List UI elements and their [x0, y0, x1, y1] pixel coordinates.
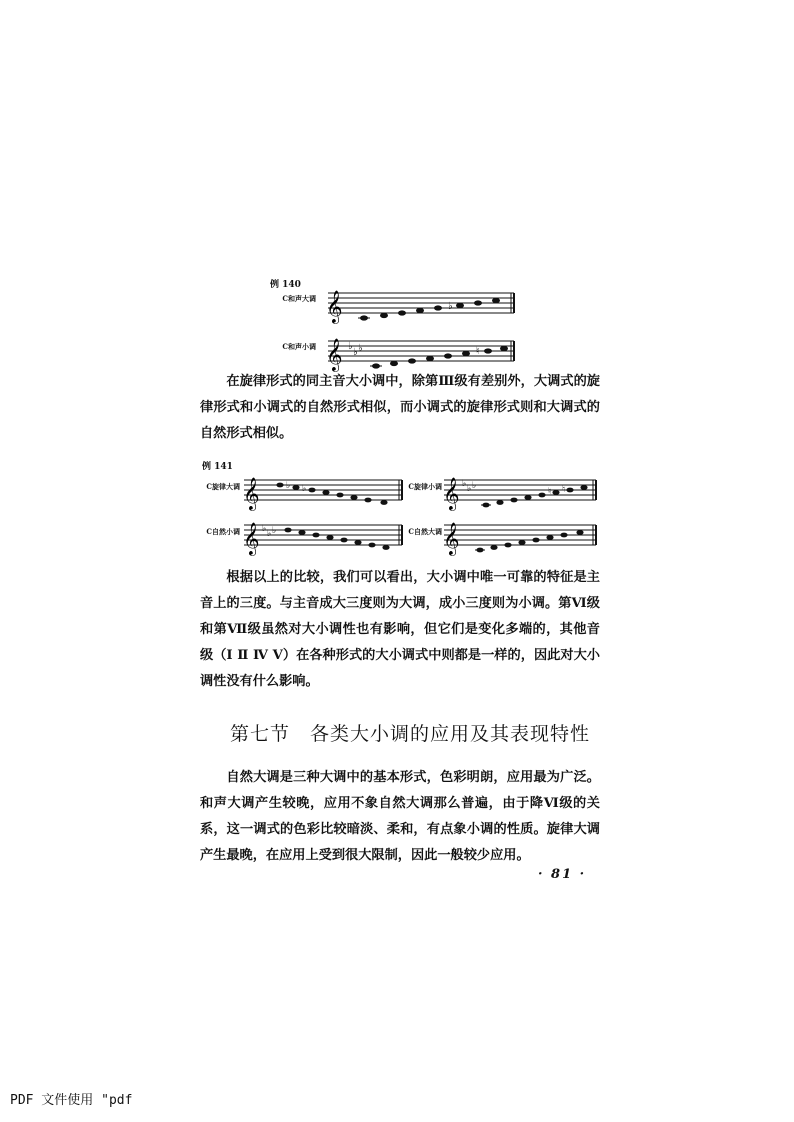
example-140-label: 例 140 [270, 280, 301, 290]
section-heading [230, 719, 590, 746]
section-number: 第七节 [230, 723, 291, 745]
treble-clef-icon: 𝄞 [243, 477, 260, 510]
treble-clef-icon: 𝄞 [443, 477, 460, 510]
svg-text:♭: ♭ [467, 484, 472, 494]
svg-text:♭: ♭ [286, 481, 291, 491]
svg-text:♭: ♭ [462, 479, 467, 489]
staff-label-c-melodic-major: C旋律大调 [206, 482, 240, 491]
staff-c-harmonic-major [322, 285, 520, 325]
svg-text:♮: ♮ [548, 487, 552, 497]
svg-text:♭: ♭ [267, 529, 272, 539]
staff-c-natural-major [442, 517, 600, 557]
staff-label-c-harmonic-minor: C和声小调 [282, 342, 316, 351]
svg-text:♭: ♭ [262, 524, 267, 534]
section-title: 各类大小调的应用及其表现特性 [310, 723, 591, 745]
staff-c-harmonic-minor [322, 333, 520, 373]
staff-label-c-melodic-minor: C旋律小调 [408, 482, 442, 491]
staff-label-c-harmonic-major: C和声大调 [282, 294, 316, 303]
paragraph-comparison-conclusion: 根据以上的比较，我们可以看出，大小调中唯一可靠的特征是主音上的三度。与主音成大三度则为大调，成小三度则为小调。第Ⅵ级和第Ⅶ级虽然对大小调性也有影响，但它们是变化多端的，其他音级（Ⅰ Ⅱ Ⅳ Ⅴ）在各种形式的大小调式中则都是一样的，因此对大小调性没有什么影响。 [200, 570, 600, 689]
svg-text:♭: ♭ [348, 341, 353, 352]
svg-text:♭: ♭ [472, 481, 477, 491]
svg-text:♭: ♭ [272, 526, 277, 536]
svg-text:♮: ♮ [476, 346, 480, 357]
pdf-footer-watermark: PDF 文件使用 "pdf [10, 1093, 133, 1108]
paragraph-melodic-comparison: 在旋律形式的同主音大小调中，除第Ⅲ级有差别外，大调式的旋律形式和小调式的自然形式相似，而小调式的旋律形式则和大调式的自然形式相似。 [200, 374, 600, 441]
svg-text:♮: ♮ [562, 485, 566, 495]
example-141-label: 例 141 [202, 462, 233, 472]
svg-text:♭: ♭ [353, 347, 358, 358]
staff-c-melodic-minor [442, 472, 600, 512]
staff-label-c-natural-minor: C自然小调 [206, 527, 240, 536]
staff-c-melodic-major [242, 472, 404, 512]
treble-clef-icon: 𝄞 [443, 522, 460, 555]
staff-c-natural-minor [242, 517, 404, 557]
svg-text:♭: ♭ [358, 343, 363, 354]
staff-label-c-natural-major: C自然大调 [408, 527, 442, 536]
svg-text:♭: ♭ [302, 484, 307, 494]
svg-text:♭: ♭ [448, 301, 453, 312]
page-number: · 81 · [538, 867, 587, 882]
treble-clef-icon: 𝄞 [326, 290, 343, 323]
treble-clef-icon: 𝄞 [243, 522, 260, 555]
treble-clef-icon: 𝄞 [326, 338, 343, 371]
paragraph-major-applications: 自然大调是三种大调中的基本形式，色彩明朗，应用最为广泛。和声大调产生较晚，应用不象自然大调那么普遍，由于降Ⅵ级的关系，这一调式的色彩比较暗淡、柔和，有点象小调的性质。旋律大调产生最晚，在应用上受到很大限制，因此一般较少应用。 [200, 770, 600, 863]
